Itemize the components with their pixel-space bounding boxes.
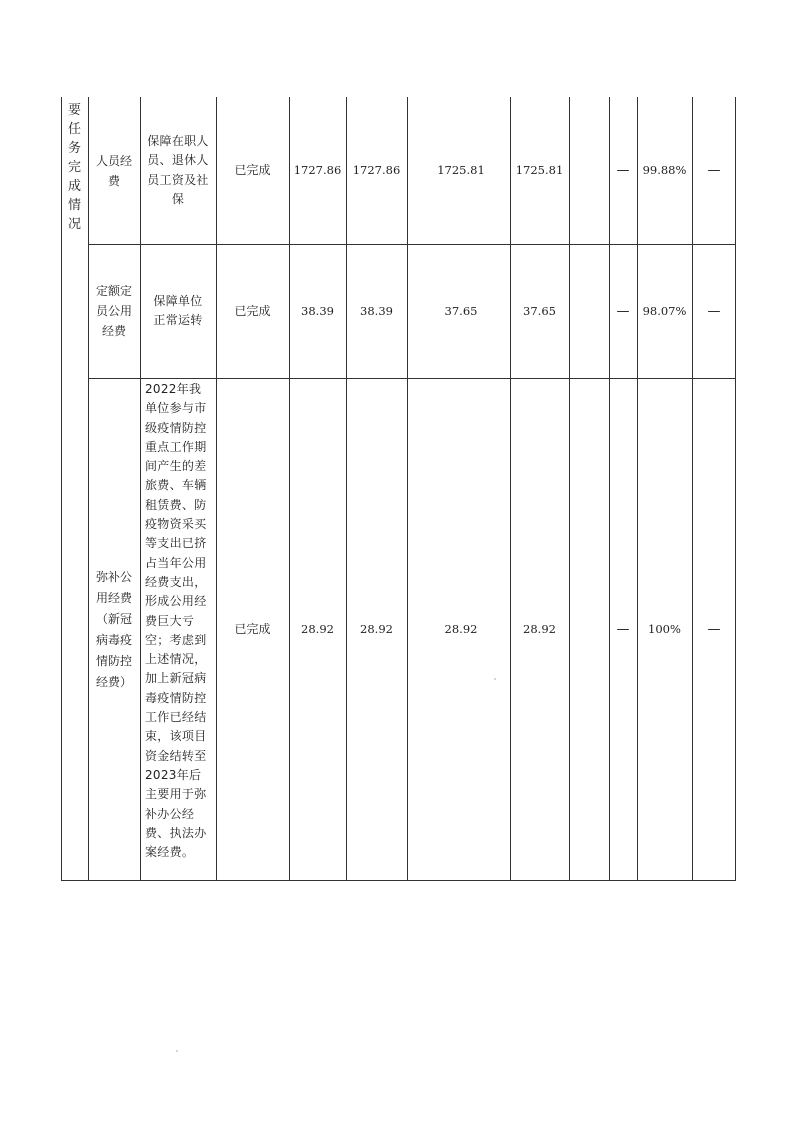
grid-line xyxy=(692,97,693,881)
section-label-char: 务 xyxy=(67,141,81,156)
grid-line xyxy=(88,244,736,245)
rate-cell: 99.88% xyxy=(642,163,687,177)
section-label-char: 任 xyxy=(67,122,81,137)
section-label xyxy=(61,97,88,234)
description-cell: 保障在职人员、退休人员工资及社保 xyxy=(147,133,209,206)
blank-cell xyxy=(569,378,609,881)
category-cell: 人员经费 xyxy=(95,153,132,188)
budget-cell: 38.39 xyxy=(301,303,334,318)
section-label-char: 成 xyxy=(67,179,81,194)
actual-cell: 1725.81 xyxy=(437,163,485,177)
actual-total-cell: 1725.81 xyxy=(515,163,564,177)
description-cell: 保障单位正常运转 xyxy=(153,293,203,327)
section-label-char: 要 xyxy=(67,103,81,118)
grid-line xyxy=(510,97,511,881)
blank-cell xyxy=(569,244,609,378)
grid-line xyxy=(407,97,408,881)
grid-line xyxy=(735,97,736,881)
grid-line xyxy=(88,97,89,881)
status-cell: 已完成 xyxy=(234,303,271,318)
adjusted-budget-cell: 28.92 xyxy=(360,622,393,636)
status-cell: 已完成 xyxy=(234,163,271,177)
section-label-char: 完 xyxy=(67,160,81,175)
section-label-char: 况 xyxy=(67,217,81,232)
actual-total-cell: 37.65 xyxy=(523,303,556,318)
section-label-char: 情 xyxy=(67,198,81,213)
grid-line xyxy=(637,97,638,881)
grid-line xyxy=(346,97,347,881)
blank-cell xyxy=(569,97,609,244)
description-cell: 2022年我单位参与市级疫情防控重点工作期间产生的差旅费、车辆租赁费、防疫物资采买等支出已挤占当年公用经费支出，形成公用经费巨大亏空；考虑到上述情况，加上新冠病毒疫情防控工作已经结束，该项目资金结转至2023年后主要用于弥补办公经费、执法办案经费。 xyxy=(145,382,207,860)
scan-speck xyxy=(494,678,496,680)
grid-line xyxy=(569,97,570,881)
grid-line xyxy=(61,880,736,881)
status-cell: 已完成 xyxy=(234,622,271,636)
dash-cell: — xyxy=(616,622,630,637)
budget-cell: 1727.86 xyxy=(293,163,342,177)
scan-speck xyxy=(176,1050,178,1052)
budget-cell: 28.92 xyxy=(301,622,334,636)
dash-cell: — xyxy=(616,163,630,178)
rate-cell: 100% xyxy=(648,622,681,636)
actual-cell: 37.65 xyxy=(444,303,478,318)
adjusted-budget-cell: 1727.86 xyxy=(352,163,401,177)
dash-cell: — xyxy=(707,622,721,637)
dash-cell: — xyxy=(707,303,721,319)
grid-line xyxy=(61,97,62,881)
rate-cell: 98.07% xyxy=(642,303,687,318)
grid-line xyxy=(216,97,217,881)
actual-total-cell: 28.92 xyxy=(523,622,556,636)
grid-line xyxy=(609,97,610,881)
grid-line xyxy=(289,97,290,881)
category-cell: 定额定员公用经费 xyxy=(95,284,132,338)
grid-line xyxy=(140,97,141,881)
grid-line xyxy=(88,378,736,379)
category-cell: 弥补公用经费（新冠病毒疫情防控经费） xyxy=(95,569,132,689)
adjusted-budget-cell: 38.39 xyxy=(360,303,393,318)
performance-table xyxy=(61,97,736,881)
dash-cell: — xyxy=(707,163,721,178)
actual-cell: 28.92 xyxy=(444,622,478,636)
dash-cell: — xyxy=(616,303,630,319)
